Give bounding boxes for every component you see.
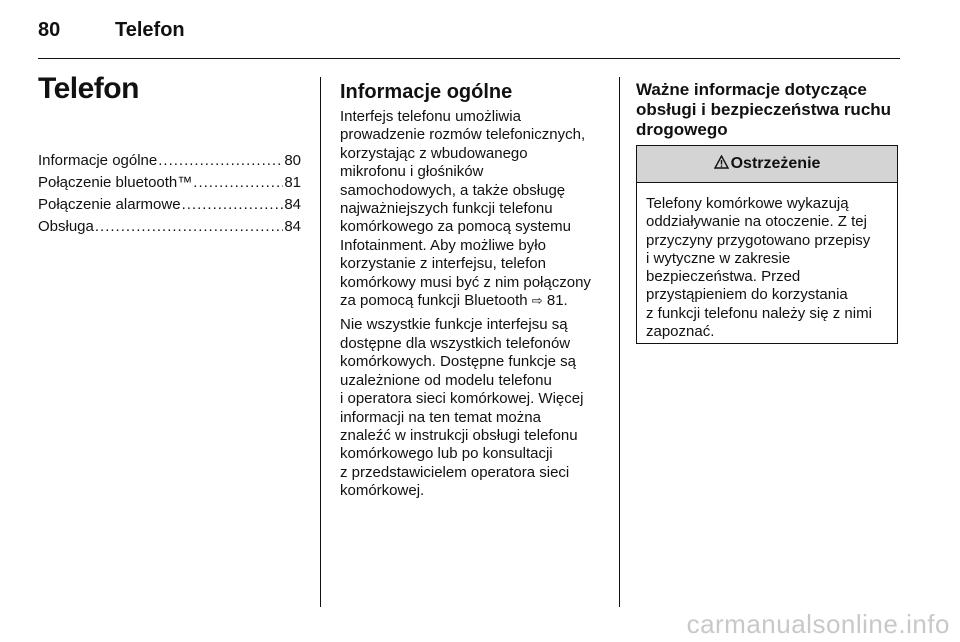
text-line: przyczyny przygotowano przepisy [646,231,871,249]
text-line: obsługi i bezpieczeństwa ruchu [636,100,892,119]
text-line: samochodowych, a także obsługę [340,181,566,199]
header-rule [38,58,900,59]
text-line: korzystając z wbudowanego [340,144,528,162]
toc-leader-dots [182,194,284,216]
text-line: komórkowego za pomocą systemu [340,218,571,236]
page-number: 80 [38,19,61,41]
toc-entry-label: Połączenie bluetooth™ [38,174,193,191]
text-line: oddziaływanie na otoczenie. Z tej [646,213,867,231]
safety-section [636,80,900,140]
toc-entry[interactable] [38,150,301,172]
page-reference-link[interactable]: 81. [546,292,568,310]
warning-triangle-icon [714,155,729,174]
text-line: komórkowy musi być z nim połączony [340,273,591,291]
text-line: przystąpieniem do korzystania [646,286,848,304]
text-line: komórkowego lub po konsultacji [340,445,553,463]
text-line: najważniejszych funkcji telefonu [340,200,553,218]
toc-leader-dots [95,216,283,238]
toc-entry-page: 84 [284,218,301,235]
general-info-section [340,80,608,507]
text-line: i wytyczne w zakresie [646,249,791,267]
text-line: Infotainment. Aby możliwe było [340,236,546,254]
toc-entry-label: Informacje ogólne [38,152,158,169]
text-line: Interfejs telefonu umożliwia [340,108,521,125]
text-line: bezpieczeństwa. Przed [646,268,801,286]
page-reference-arrow-icon: ⇨ [531,293,543,309]
text-line: dostępne dla wszystkich telefonów [340,334,571,352]
toc-entry-page: 80 [284,152,301,169]
text-line: z funkcji telefonu należy się z nimi [646,304,872,322]
text-line: Telefony komórkowe wykazują [646,195,849,212]
text-line: Nie wszystkie funkcje interfejsu są [340,316,568,334]
warning-header [637,146,897,183]
toc-entry-label: Połączenie alarmowe [38,196,181,213]
toc-entry[interactable] [38,216,301,238]
toc-entry-page: 84 [284,196,301,213]
section-title: Informacje ogólne [340,81,513,103]
column-divider-left [320,77,321,607]
toc-entry[interactable] [38,172,301,194]
watermark: carmanualsonline.info [686,609,950,639]
running-title: Telefon [115,19,185,41]
text-line: znaleźć w instrukcji obsługi telefonu [340,426,578,444]
body-paragraph [340,316,608,500]
text-line: drogowego [636,120,728,139]
toc-entry-page: 81 [284,174,301,191]
warning-body [637,183,897,341]
text-line: informacji na ten temat można [340,408,541,426]
text-line-content: za pomocą funkcji Bluetooth [340,292,528,310]
toc-leader-dots [193,172,283,194]
text-line: zapoznać. [646,323,715,341]
toc-entry[interactable] [38,194,301,216]
text-line: komórkowej. [340,482,425,500]
text-line: uzależnione od modelu telefonu [340,371,552,389]
text-line [340,292,608,310]
toc-leader-dots [158,150,283,172]
text-line: mikrofonu i głośników [340,163,484,181]
text-line: i operatora sieci komórkowej. Więcej [340,390,584,408]
text-line: Ważne informacje dotyczące [636,80,867,99]
column-divider-right [619,77,620,607]
table-of-contents [38,150,301,238]
text-line: komórkowych. Dostępne funkcje są [340,353,576,371]
body-paragraph [340,108,608,310]
warning-heading: Ostrzeżenie [730,155,821,172]
warning-box [636,145,898,344]
text-line: korzystanie z interfejsu, telefon [340,255,546,273]
subsection-title [636,80,900,140]
text-line: z przedstawicielem operatora sieci [340,463,570,481]
text-line: prowadzenie rozmów telefonicznych, [340,126,586,144]
toc-entry-label: Obsługa [38,218,94,235]
chapter-title: Telefon [38,72,139,105]
